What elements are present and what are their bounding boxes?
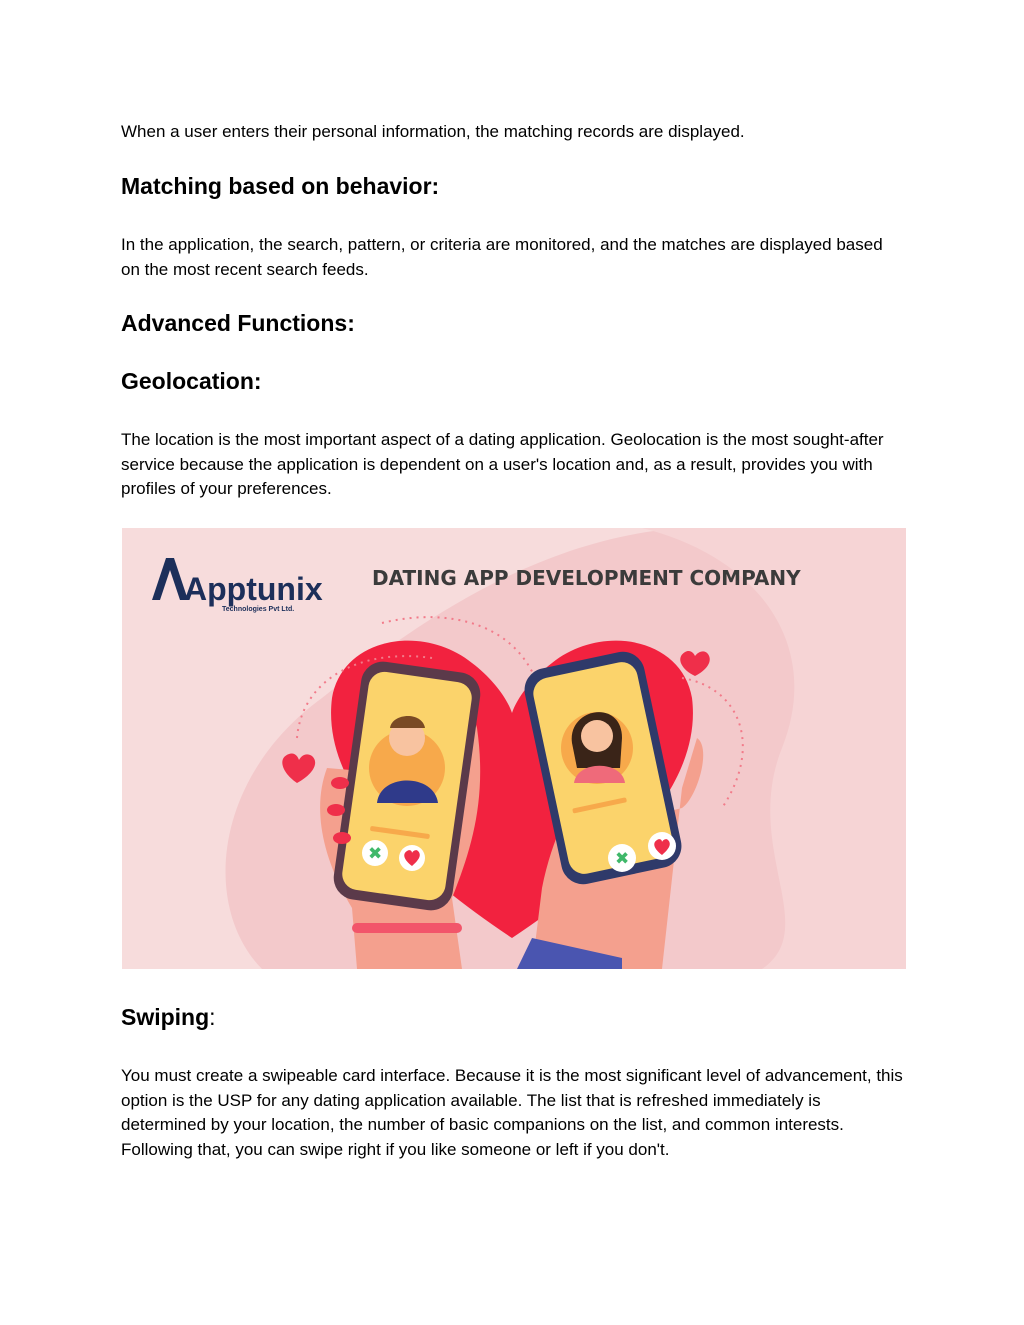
- geolocation-paragraph: The location is the most important aspect of a dating application. Geolocation is the most sought-after service because the application is dependent on a user's location and, as a result, provides you with profiles of your preferences.: [121, 430, 884, 498]
- heading-swiping-colon: :: [209, 1004, 216, 1030]
- nail: [327, 804, 345, 816]
- woman-face: [581, 720, 613, 752]
- heading-advanced-functions: Advanced Functions:: [121, 310, 355, 336]
- bracelet: [352, 923, 462, 933]
- heading-swiping: [121, 1003, 216, 1031]
- intro-paragraph: When a user enters their personal information, the matching records are displayed.: [121, 122, 745, 141]
- banner-title: DATING APP DEVELOPMENT COMPANY: [372, 566, 801, 590]
- nail: [331, 777, 349, 789]
- logo-text: Apptunix: [184, 571, 323, 607]
- logo-subtext: Technologies Pvt Ltd.: [222, 606, 295, 613]
- dating-app-banner-image: [122, 528, 906, 969]
- svg-text:✖: ✖: [615, 849, 630, 869]
- heading-swiping-text: Swiping: [121, 1004, 210, 1030]
- behavior-paragraph: In the application, the search, pattern, or criteria are monitored, and the matches are displayed based on the most recent search feeds.: [121, 235, 883, 279]
- nail: [333, 832, 351, 844]
- heading-geolocation: Geolocation:: [121, 368, 262, 394]
- svg-text:✖: ✖: [368, 844, 383, 864]
- heading-matching-behavior: Matching based on behavior:: [121, 173, 440, 199]
- swiping-paragraph: You must create a swipeable card interface. Because it is the most significant level of advancement, this option is the USP for any dating application available. The list that is refreshed immediately is determined by your location, the number of basic companions on the list, and common interests. Following that, you can swipe right if you like someone or left if you don't.: [121, 1066, 903, 1159]
